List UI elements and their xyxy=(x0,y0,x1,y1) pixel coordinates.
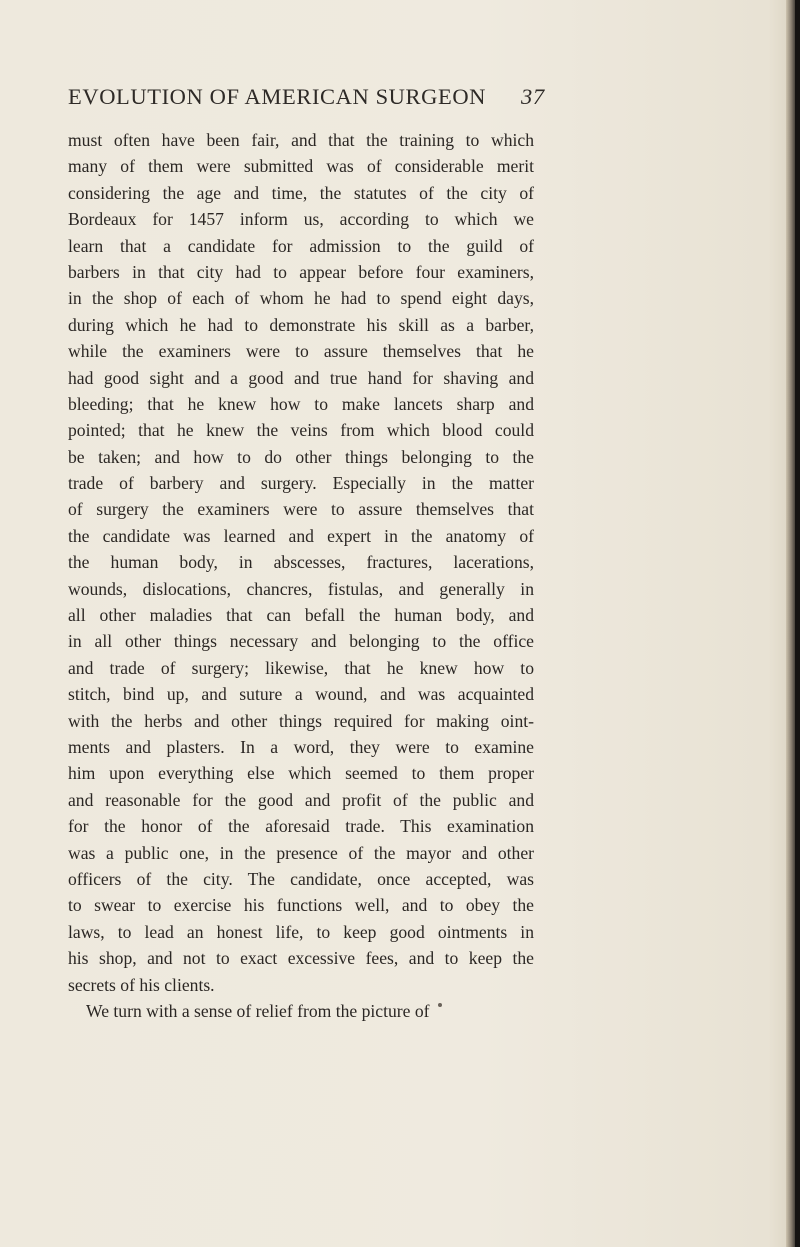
text-line: many of them were submitted was of considerable merit xyxy=(68,156,534,177)
running-head-title: EVOLUTION OF AMERICAN SURGEON xyxy=(68,84,487,109)
text-line: considering the age and time, the statutes of the city of xyxy=(68,182,534,203)
running-head xyxy=(68,82,548,112)
text-line: the human body, in abscesses, fractures, lacerations, xyxy=(68,552,534,573)
paper-speck xyxy=(438,1003,442,1007)
text-line: must often have been fair, and that the training to which xyxy=(68,130,534,150)
text-line: his shop, and not to exact excessive fees, and to keep the xyxy=(68,948,534,969)
text-line: was a public one, in the presence of the mayor and other xyxy=(68,842,534,863)
text-line: for the honor of the aforesaid trade. This examination xyxy=(68,816,534,837)
text-line: and reasonable for the good and profit of the public and xyxy=(68,789,534,810)
text-line: of surgery the examiners were to assure themselves that xyxy=(68,499,534,520)
page-number: 37 xyxy=(521,84,545,109)
text-line: pointed; that he knew the veins from which blood could xyxy=(68,420,534,441)
text-line: stitch, bind up, and suture a wound, and was acquainted xyxy=(68,684,534,705)
text-line: to swear to exercise his functions well, and to obey the xyxy=(68,895,534,916)
text-line: officers of the city. The candidate, once accepted, was xyxy=(68,868,534,889)
text-line: had good sight and a good and true hand for shaving and xyxy=(68,367,534,388)
page-edge-border xyxy=(795,0,800,1247)
text-line-paragraph-end: secrets of his clients. xyxy=(68,974,215,995)
text-line: him upon everything else which seemed to them proper xyxy=(68,763,534,784)
body-text xyxy=(68,127,534,1024)
text-line-paragraph-start: We turn with a sense of relief from the picture of xyxy=(86,1000,430,1021)
text-line: learn that a candidate for admission to the guild of xyxy=(68,235,534,256)
text-line: during which he had to demonstrate his skill as a barber, xyxy=(68,314,534,335)
text-line: and trade of surgery; likewise, that he knew how to xyxy=(68,657,534,678)
text-line: with the herbs and other things required for making oint- xyxy=(68,710,534,731)
text-line: bleeding; that he knew how to make lancets sharp and xyxy=(68,393,534,414)
text-line: ments and plasters. In a word, they were to examine xyxy=(68,736,534,757)
text-line: laws, to lead an honest life, to keep good ointments in xyxy=(68,921,534,942)
text-line: trade of barbery and surgery. Especially in the matter xyxy=(68,473,534,494)
text-line: the candidate was learned and expert in the anatomy of xyxy=(68,525,534,546)
text-line: Bordeaux for 1457 inform us, according to which we xyxy=(68,209,534,230)
text-line: in the shop of each of whom he had to spend eight days, xyxy=(68,288,534,309)
text-line: barbers in that city had to appear before four examiners, xyxy=(68,261,534,282)
text-line: wounds, dislocations, chancres, fistulas, and generally in xyxy=(68,578,534,599)
text-line: all other maladies that can befall the human body, and xyxy=(68,605,534,626)
text-line: be taken; and how to do other things belonging to the xyxy=(68,446,534,467)
text-line: in all other things necessary and belonging to the office xyxy=(68,631,534,652)
text-line: while the examiners were to assure themselves that he xyxy=(68,341,534,362)
